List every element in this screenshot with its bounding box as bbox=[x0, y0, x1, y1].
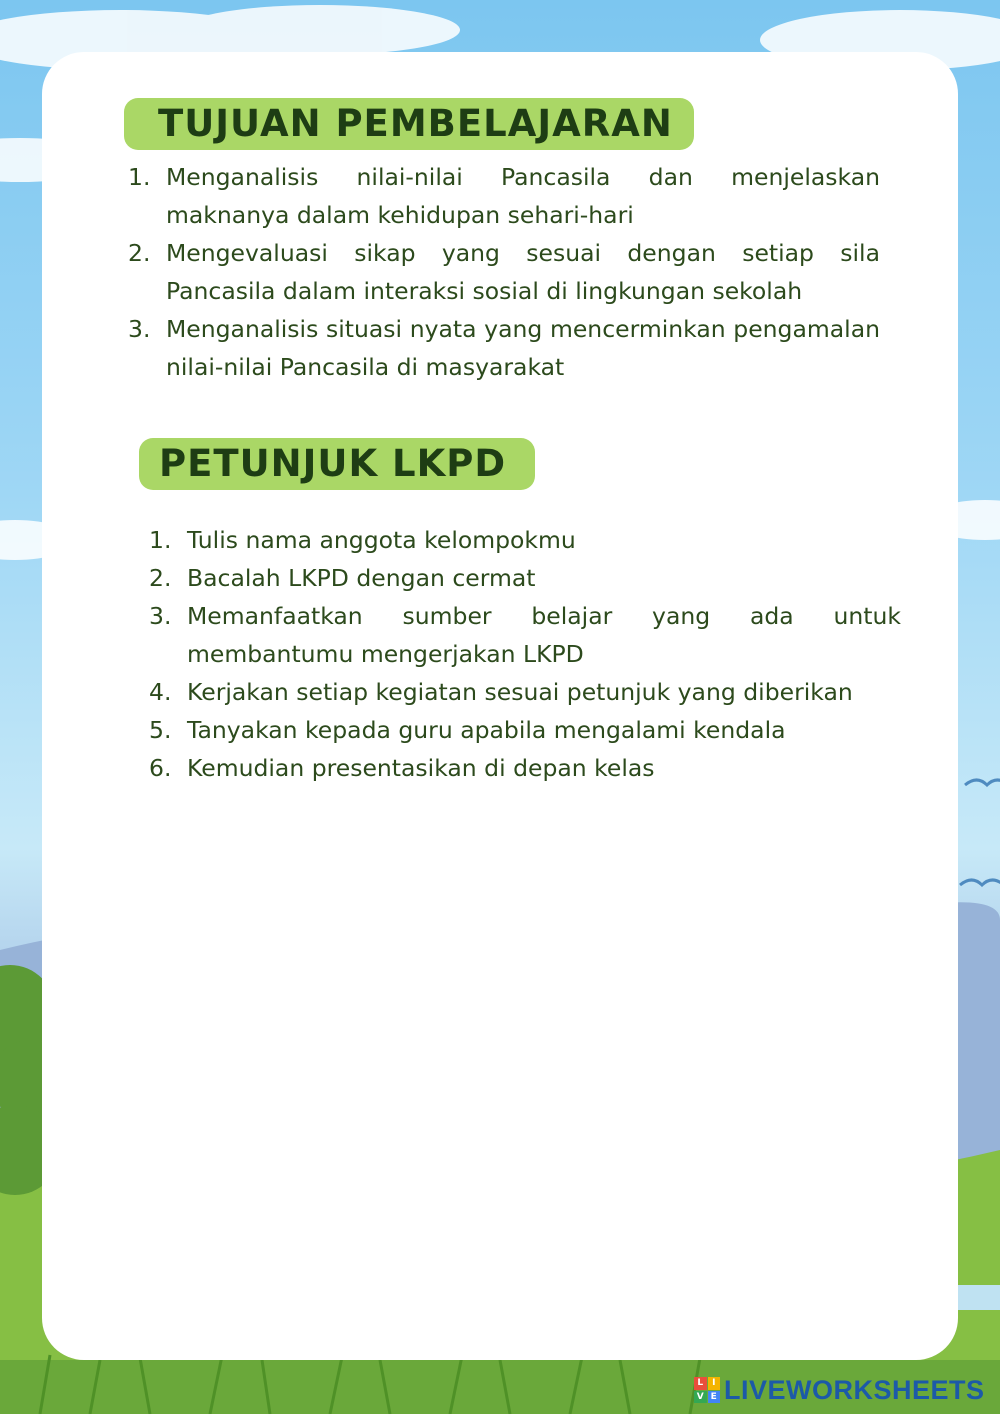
petunjuk-list bbox=[149, 521, 901, 787]
section-title-tujuan: TUJUAN PEMBELAJARAN bbox=[124, 98, 694, 150]
list-item-number: 1. bbox=[128, 163, 151, 191]
list-item-number: 4. bbox=[149, 678, 172, 706]
list-item bbox=[128, 310, 880, 386]
list-item-number: 1. bbox=[149, 526, 172, 554]
list-item bbox=[149, 559, 901, 597]
liveworksheets-logo[interactable] bbox=[694, 1374, 985, 1406]
tujuan-list bbox=[128, 158, 880, 386]
list-item-text: Menganalisis situasi nyata yang mencerminkan pengamalan nilai-nilai Pancasila di masyarakat bbox=[166, 315, 880, 381]
section-title-petunjuk: PETUNJUK LKPD bbox=[139, 438, 535, 490]
list-item bbox=[149, 749, 901, 787]
list-item-text: Mengevaluasi sikap yang sesuai dengan setiap sila Pancasila dalam interaksi sosial di lingkungan sekolah bbox=[166, 239, 880, 305]
list-item bbox=[149, 711, 901, 749]
logo-letter: L bbox=[694, 1377, 707, 1390]
list-item-text: Memanfaatkan sumber belajar yang ada untuk membantumu mengerjakan LKPD bbox=[187, 602, 901, 668]
logo-letter: E bbox=[708, 1391, 721, 1404]
list-item-text: Tanyakan kepada guru apabila mengalami kendala bbox=[187, 716, 786, 744]
list-item-number: 3. bbox=[149, 602, 172, 630]
list-item-number: 2. bbox=[128, 239, 151, 267]
list-item-number: 2. bbox=[149, 564, 172, 592]
list-item-text: Menganalisis nilai-nilai Pancasila dan menjelaskan maknanya dalam kehidupan sehari-hari bbox=[166, 163, 880, 229]
list-item bbox=[149, 597, 901, 673]
logo-text: LIVEWORKSHEETS bbox=[724, 1374, 985, 1405]
list-item-text: Kerjakan setiap kegiatan sesuai petunjuk yang diberikan bbox=[187, 678, 853, 706]
logo-letter: I bbox=[708, 1377, 721, 1390]
list-item-number: 6. bbox=[149, 754, 172, 782]
list-item-text: Tulis nama anggota kelompokmu bbox=[187, 526, 576, 554]
list-item bbox=[128, 234, 880, 310]
list-item bbox=[149, 673, 901, 711]
birds bbox=[960, 780, 1000, 885]
logo-icon bbox=[694, 1377, 720, 1403]
list-item-text: Bacalah LKPD dengan cermat bbox=[187, 564, 536, 592]
list-item bbox=[128, 158, 880, 234]
logo-letter: V bbox=[694, 1391, 707, 1404]
list-item-number: 3. bbox=[128, 315, 151, 343]
lake bbox=[955, 1285, 1000, 1310]
list-item-number: 5. bbox=[149, 716, 172, 744]
list-item bbox=[149, 521, 901, 559]
list-item-text: Kemudian presentasikan di depan kelas bbox=[187, 754, 655, 782]
